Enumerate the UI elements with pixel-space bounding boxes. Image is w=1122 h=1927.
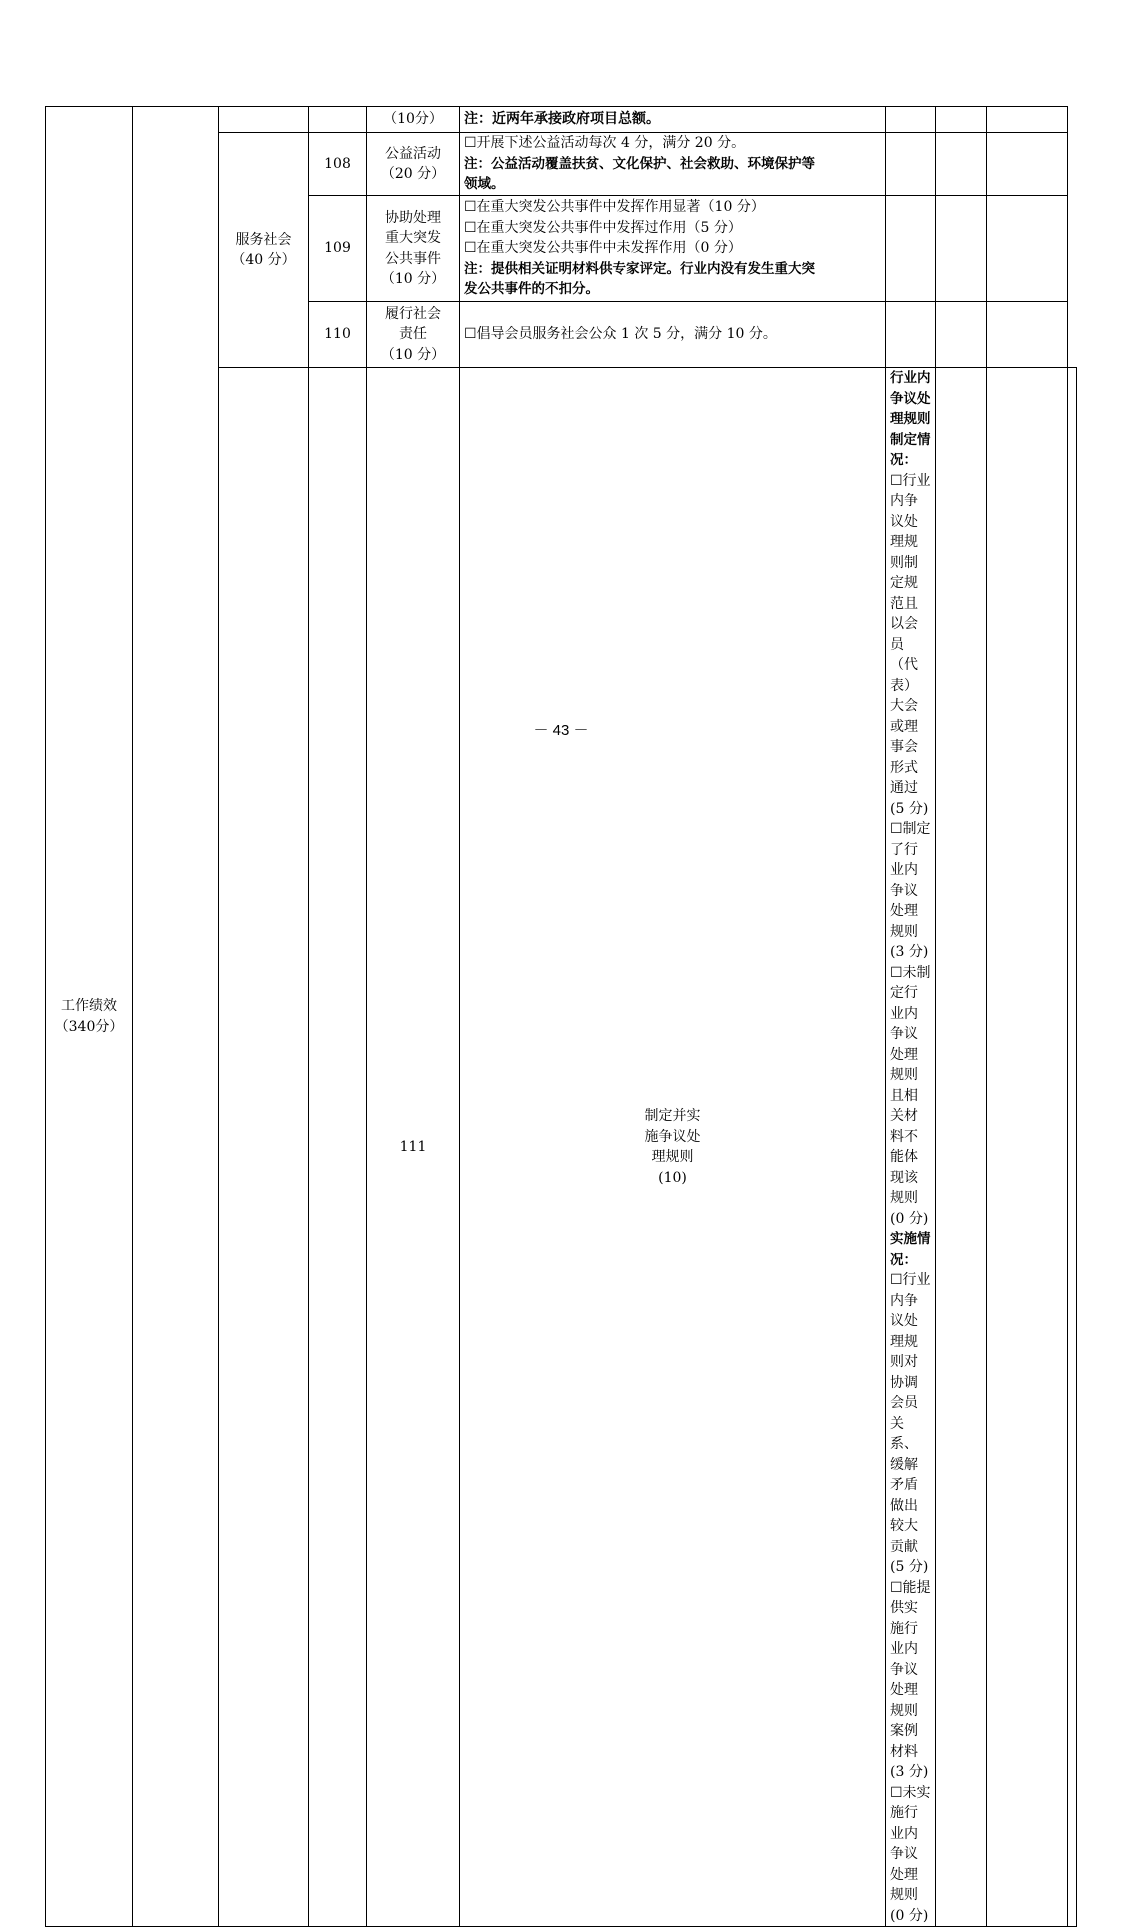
item-number: 110: [309, 302, 367, 368]
criteria-line: 事会形式通过(5 分): [890, 739, 929, 817]
item-number: 109: [309, 196, 367, 302]
empty-cell: [133, 107, 219, 1927]
remarks-cell: [987, 196, 1068, 302]
criteria-line: ☐能提供实施行业内争议处理规则案例材料(3 分): [890, 1579, 931, 1780]
subgroup-cell: [219, 133, 309, 368]
criteria-line: ☐开展下述公益活动每次 4 分，满分 20 分。: [464, 135, 746, 152]
score-cell: [886, 302, 936, 368]
criteria-cell: [886, 368, 936, 1927]
criteria-line: (0 分): [890, 1210, 929, 1227]
criteria-line: ☐倡导会员服务社会公众 1 次 5 分，满分 10 分。: [464, 326, 777, 343]
criteria-note: 发公共事件的不扣分。: [464, 281, 599, 298]
category-score: （340分）: [54, 1018, 124, 1035]
criteria-line: ☐在重大突发公共事件中发挥过作用（5 分）: [464, 219, 742, 236]
criteria-line: ☐制定了行业内争议处理规则(3 分): [890, 821, 931, 960]
criteria-line: ☐未实施行业内争议处理规则(0 分): [890, 1784, 931, 1924]
score-cell: [886, 196, 936, 302]
item-score-cell: （10分）: [367, 107, 460, 133]
criteria-line: ☐行业内争议处理规则对协调会员关系、缓解矛盾做出较大: [890, 1272, 931, 1534]
evaluation-table: [45, 106, 1077, 1927]
empty-cell: [219, 368, 309, 1927]
item-name: 制定并实 施争议处 理规则 (10): [460, 368, 886, 1927]
criteria-cell: [460, 133, 886, 196]
score-cell: [936, 196, 987, 302]
remarks-cell: [987, 107, 1068, 133]
remarks-cell: [987, 302, 1068, 368]
item-number: 111: [367, 368, 460, 1927]
score-cell: [936, 302, 987, 368]
criteria-note: 注：公益活动覆盖扶贫、文化保护、社会救助、环境保护等: [464, 155, 815, 172]
subgroup-score: （40 分）: [231, 252, 296, 268]
remarks-cell: [987, 133, 1068, 196]
score-cell: [987, 368, 1068, 1927]
page-number: － 43 －: [533, 722, 589, 739]
score-cell: [886, 107, 936, 133]
criteria-heading: 实施情况：: [890, 1231, 931, 1268]
item-number: 108: [309, 133, 367, 196]
score-cell: [886, 133, 936, 196]
item-name: 协助处理 重大突发 公共事件 （10 分）: [367, 196, 460, 302]
empty-cell: [309, 107, 367, 133]
criteria-note: 领域。: [464, 176, 505, 193]
table-row-107: [46, 107, 1077, 133]
criteria-heading: 行业内争议处理规则制定情况：: [890, 370, 931, 468]
empty-cell: [219, 107, 309, 133]
criteria-note: 注：提供相关证明材料供专家评定。行业内没有发生重大突: [464, 260, 815, 277]
remarks-cell: [1068, 368, 1077, 1927]
category-cell: [46, 107, 133, 1927]
item-name: 公益活动 （20 分）: [367, 133, 460, 196]
criteria-line: ☐在重大突发公共事件中发挥作用显著（10 分）: [464, 199, 765, 216]
score-cell: [936, 107, 987, 133]
subgroup-name: 服务社会: [235, 231, 292, 248]
item-name: 履行社会 责任 （10 分）: [367, 302, 460, 368]
criteria-line: ☐行业内争议处理规则制定规范且以会员（代表）大会或理: [890, 472, 931, 735]
criteria-cell: [460, 302, 886, 368]
note-cell: 注：近两年承接政府项目总额。: [460, 107, 886, 133]
score-cell: [936, 368, 987, 1927]
criteria-line: ☐未制定行业内争议处理规则且相关材料不能体现该规则: [890, 964, 931, 1206]
empty-cell: [309, 368, 367, 1927]
score-cell: [936, 133, 987, 196]
category-name: 工作绩效: [61, 998, 117, 1014]
criteria-line: 贡献(5 分): [890, 1538, 929, 1575]
criteria-line: ☐在重大突发公共事件中未发挥作用（0 分）: [464, 240, 742, 257]
criteria-cell: [460, 196, 886, 302]
